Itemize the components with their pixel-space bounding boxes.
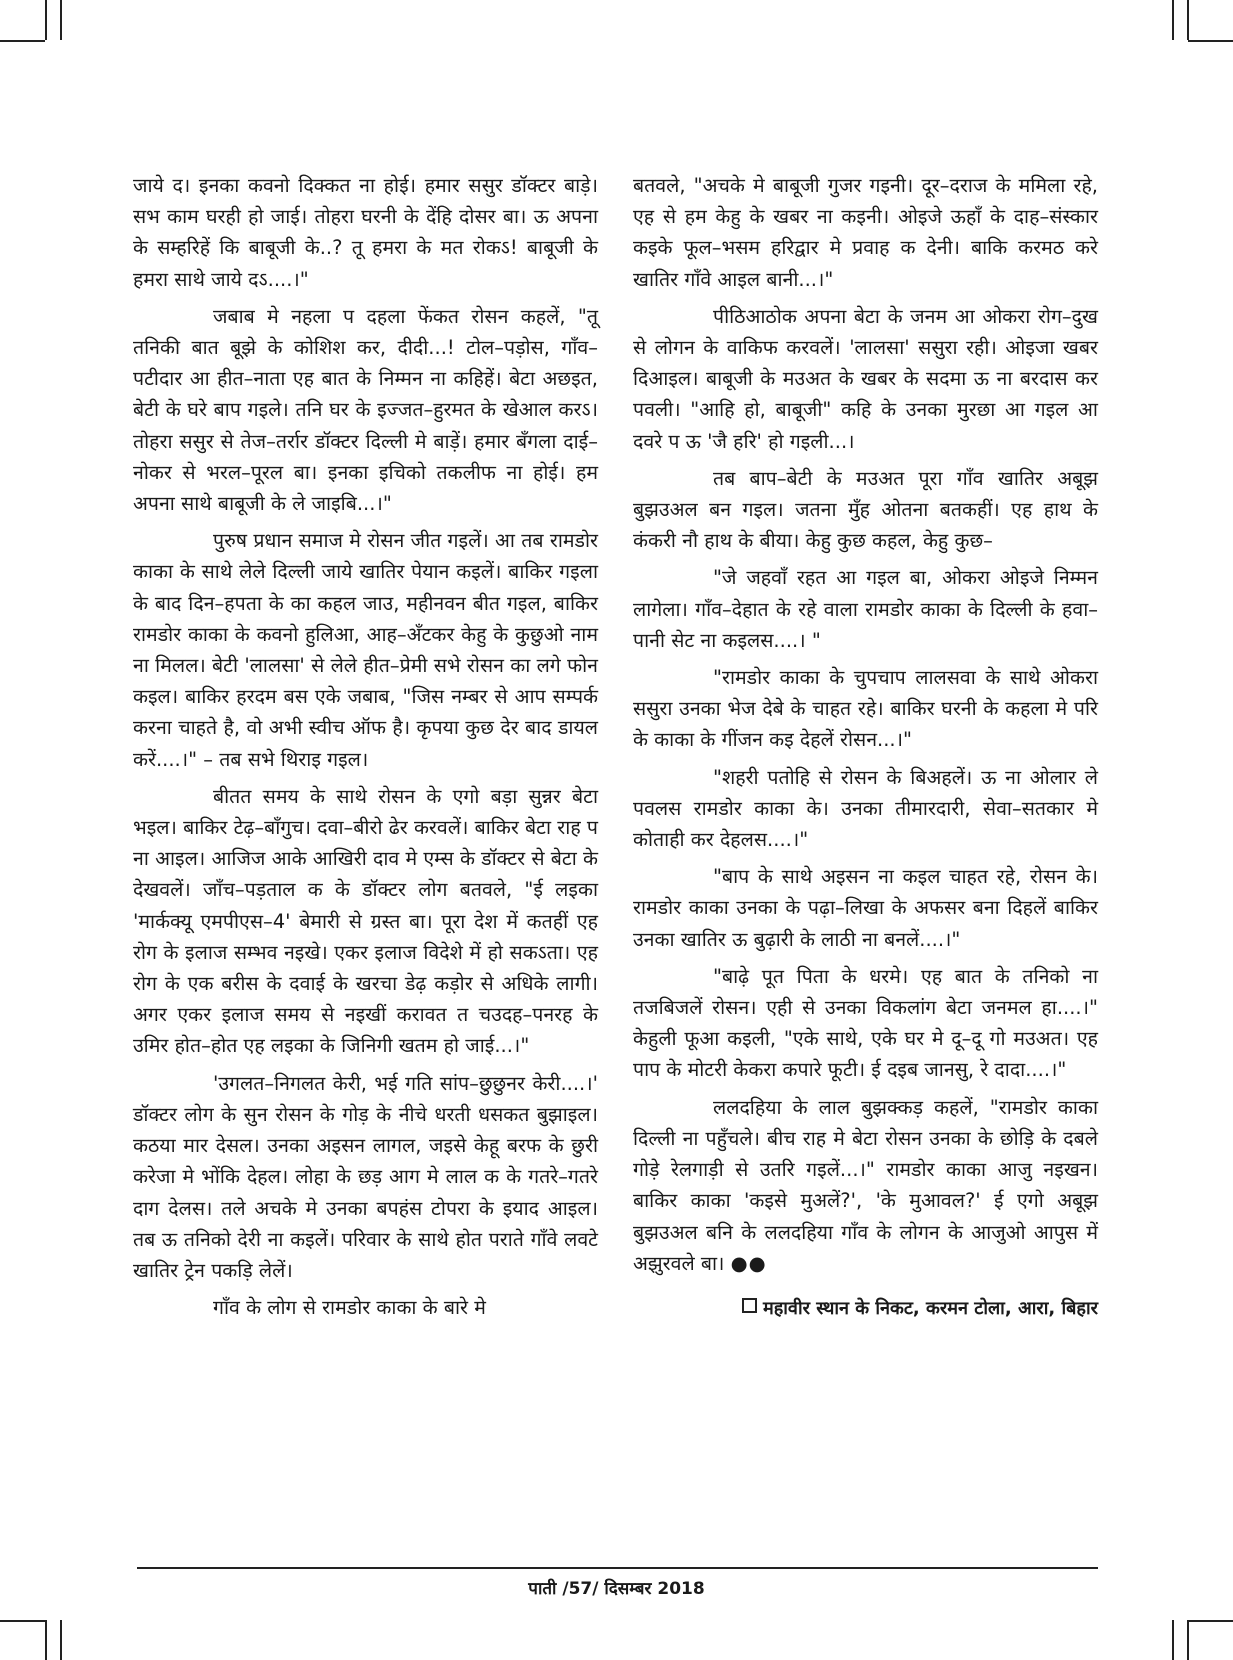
crop-mark [1172,0,1174,40]
crop-mark [45,0,47,40]
paragraph-last [633,1092,1098,1279]
paragraph: जाये द। इनका कवनो दिक्कत ना होई। हमार ससुर डॉक्टर बाड़े। सभ काम घरही हो जाई। तोहरा घरनी के देंहि दोसर बा। ऊ अपना के सम्हरिहें कि बाबूजी के..? तू हमरा के मत रोकऽ! बाबूजी के हमरा साथे जाये दऽ....।" [133,174,599,291]
right-column [633,170,1098,1324]
crop-mark [45,1620,47,1660]
paragraph: बतवले, "अचके मे बाबूजी गुजर गइनी। दूर–दराज के ममिला रहे, एह से हम केहु के खबर ना कइनी। ओइजे ऊहाँ के दाह–संस्कार कइके फूल–भसम हरिद्वार मे प्रवाह क देनी। बाकि करमठ करे खातिर गाँवे आइल बानी...।" [633,174,1098,291]
crop-mark [1172,1620,1174,1660]
paragraph: "शहरी पतोहि से रोसन के बिअहलें। ऊ ना ओलार ले पवलस रामडोर काका के। उनका तीमारदारी, सेवा–सतकार मे कोताही कर देहलस....।" [633,765,1098,852]
paragraph: "बाढ़े पूत पिता के धरमे। एह बात के तनिको ना तजबिजलें रोसन। एही से उनका विकलांग बेटा जनमल हा....।" केहुली फूआ कइली, "एके साथे, एके घर मे दू–दू गो मउअत। एह पाप के मोटरी केकरा कपारे फूटी। ई दइब जानसु, रे दादा....।" [633,964,1098,1082]
crop-mark [1187,0,1189,40]
paragraph: पीठिआठोक अपना बेटा के जनम आ ओकरा रोग–दुख से लोगन के वाकिफ करवलें। 'लालसा' ससुरा रही। ओइजा खबर दिआइल। बाबूजी के मउअत के खबर के सदमा ऊ ना बरदास कर पवली। "आहि हो, बाबूजी" कहि के उनका मुरछा आ गइल आ दवरे प ऊ 'जै हरि' हो गइली...। [633,304,1098,453]
paragraph: गाँव के लोग से रामडोर काका के बारे मे [213,1296,486,1320]
left-column [133,170,598,1329]
end-ornament: ●● [730,1251,767,1275]
footer-rule [137,1567,1098,1569]
paragraph: "बाप के साथे अइसन ना कइल चाहत रहे, रोसन के। रामडोर काका उनका के पढ़ा–लिखा के अफसर बना दिहलें बाकिर उनका खातिर ऊ बुढ़ारी के लाठी ना बनलें....।" [633,865,1098,951]
paragraph: "रामडोर काका के चुपचाप लालसवा के साथे ओकरा ससुरा उनका भेज देबे के चाहत रहे। बाकिर घरनी के कहला मे परि के काका के गींजन कइ देहलें रोसन...।" [633,666,1098,752]
address-text: महावीर स्थान के निकट, करमन टोला, आरा, बिहार [762,1297,1098,1319]
crop-mark [1187,1620,1189,1660]
paragraph: पुरुष प्रधान समाज मे रोसन जीत गइलें। आ तब रामडोर काका के साथे लेले दिल्ली जाये खातिर पेयान कइलें। बाकिर गइला के बाद दिन–हपता के का कहल जाउ, महीनवन बीत गइल, बाकिर रामडोर काका के कवनो हुलिआ, आह–अँटकर केहु के कुछुओ नाम ना मिलल। बेटी 'लालसा' से लेले हीत–प्रेमी सभे रोसन का लगे फोन कइल। बाकिर हरदम बस एके जबाब, "जिस नम्बर से आप सम्पर्क करना चाहते है, वो अभी स्वीच ऑफ है। कृपया कुछ देर बाद डायल करें....।" – तब सभे थिराइ गइल। [133,529,598,771]
crop-mark [1188,1620,1233,1622]
crop-mark [60,1620,62,1660]
paragraph: जबाब मे नहला प दहला फेंकत रोसन कहलें, "तू तनिकी बात बूझे के कोशिश कर, दीदी...! टोल–पड़ोस, गाँव–पटीदार आ हीत–नाता एह बात के निम्मन ना कहिहें। बेटा अछइत, बेटी के घरे बाप गइले। तनि घर के इज्जत–हुरमत के खेआल करऽ। तोहरा ससुर से तेज–तर्रार डॉक्टर दिल्ली मे बाड़ें। हमार बँगला दाई–नोकर से भरल–पूरल बा। इनका इचिको तकलीफ ना होई। हम अपना साथे बाबूजी के ले जाइबि...।" [133,304,598,516]
crop-mark [60,0,62,40]
paragraph: बीतत समय के साथे रोसन के एगो बड़ा सुन्नर बेटा भइल। बाकिर टेढ़–बाँगुच। दवा–बीरो ढेर करवलें। बाकिर बेटा राह प ना आइल। आजिज आके आखिरी दाव मे एम्स के डॉक्टर से बेटा के देखवलें। जाँच–पड़ताल क के डॉक्टर लोग बतवले, "ई लइका 'मार्कक्यू एमपीएस–4' बेमारी से ग्रस्त बा। पूरा देश में कतहीं एह रोग के इलाज सम्भव नइखे। एकर इलाज विदेशे में हो सकऽता। एह रोग के एक बरीस के दवाई के खरचा डेढ़ कड़ोर से अधिके लागी। अगर एकर इलाज समय से नइखीं करावत त चउदह–पनरह के उमिर होत–होत एह लइका के जिनिगी खतम हो जाई...।" [133,784,598,1058]
paragraph-text: ललदहिया के लाल बुझक्कड़ कहलें, "रामडोर काका दिल्ली ना पहुँचले। बीच राह मे बेटा रोसन उनका के छोड़ि के दबले गोड़े रेलगाड़ी से उतरि गइलें...।" रामडोर काका आजु नइखन। बाकिर काका 'कइसे मुअलें?', 'के मुआवल?' ई एगो अबूझ बुझउअल बनि के ललदहिया गाँव के लोगन के आजुओ आपुस में अझुरवले बा। [633,1095,1098,1275]
checkbox-square-icon [742,1298,757,1313]
paragraph: 'उगलत–निगलत केरी, भई गति सांप–छुछुनर केरी....।' डॉक्टर लोग के सुन रोसन के गोड़ के नीचे धरती धसकत बुझाइल। कठया मार देसल। उनका अइसन लागल, जइसे केहू बरफ के छुरी करेजा मे भोंकि देहल। लोहा के छड़ आग मे लाल क के गतरे–गतरे दाग देलस। तले अचके मे उनका बपहंस टोपरा के इयाद आइल। तब ऊ तनिको देरी ना कइलें। परिवार के साथे होत पराते गाँवे लवटे खातिर ट्रेन पकड़ि लेलें। [133,1071,598,1282]
paragraph: "जे जहवाँ रहत आ गइल बा, ओकरा ओइजे निम्मन लागेला। गाँव–देहात के रहे वाला रामडोर काका के दिल्ली के हवा–पानी सेट ना कइलस....। " [633,566,1098,652]
crop-mark [0,1620,45,1622]
crop-mark [1188,40,1233,42]
page-footer: पाती /57/ दिसम्बर 2018 [528,1579,705,1599]
crop-mark [0,40,45,42]
paragraph: तब बाप–बेटी के मउअत पूरा गाँव खातिर अबूझ बुझउअल बन गइल। जतना मुँह ओतना बतकहीं। एह हाथ के कंकरी नौ हाथ के बीया। केहु कुछ कहल, केहु कुछ– [633,466,1098,553]
author-address [633,1293,1098,1324]
